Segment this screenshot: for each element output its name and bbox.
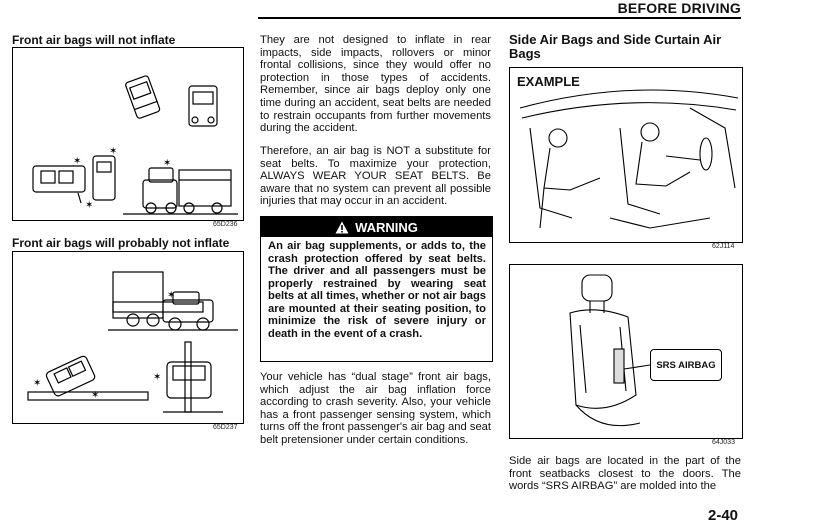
crash-illustration-2 (13, 252, 243, 423)
svg-text:✶: ✶ (85, 200, 94, 211)
page-number: 2-40 (708, 507, 739, 524)
figure-side-airbags-example (509, 67, 743, 243)
paragraph-not-substitute: Therefore, an air bag is NOT a substitute for seat belts. To maximize your protection, ALWAYS WEAR YOUR SEAT BELTS. Be aware that no system can prevent all possible injuries that may occur in an accident. (260, 145, 491, 208)
header-rule (258, 17, 741, 19)
warning-triangle-icon (335, 221, 349, 234)
car-interior-illustration (510, 68, 742, 242)
warning-box (260, 216, 493, 362)
figure-code-3: 62J114 (712, 243, 735, 250)
figure-seat-airbag (509, 264, 743, 439)
svg-text:✶: ✶ (33, 378, 42, 389)
crash-illustration-1 (13, 48, 243, 220)
figure-code-4: 64J033 (712, 439, 735, 446)
svg-text:✶: ✶ (163, 158, 172, 169)
svg-text:✶: ✶ (109, 146, 118, 157)
svg-text:✶: ✶ (167, 290, 176, 301)
figure-caption-probably-not-inflate: Front air bags will probably not inflate (12, 236, 230, 250)
svg-text:✶: ✶ (91, 390, 100, 401)
figure-code-1: 65D236 (213, 221, 238, 228)
figure-probably-not-inflate (12, 251, 244, 424)
svg-text:✶: ✶ (153, 372, 162, 383)
paragraph-not-designed: They are not designed to inflate in rear impacts, side impacts, rollovers or minor frontal collisions, since they would offer no protection in those types of accidents. Remember, since air bags deploy only one time during an accident, seat belts are needed to restrain occupants from further movements during the accident. (260, 34, 491, 135)
section-title: BEFORE DRIVING (617, 0, 741, 16)
example-label: EXAMPLE (517, 74, 580, 89)
warning-text: An air bag supplements, or adds to, the crash protection offered by seat belts. The driver and all passengers must be properly restrained by wearing seat belts at all times, whether or not air bags are mounted at their seating position, to minimize the risk of severe injury or death in the event of a crash. (268, 240, 486, 340)
figure-not-inflate (12, 47, 244, 221)
figure-code-2: 65D237 (213, 424, 238, 431)
side-airbags-heading: Side Air Bags and Side Curtain Air Bags (509, 32, 722, 61)
paragraph-side-airbags: Side air bags are located in the part of the front seatbacks closest to the doors. The words “SRS AIRBAG” are molded into the (509, 455, 741, 493)
svg-text:✶: ✶ (73, 156, 82, 167)
warning-title: WARNING (355, 219, 418, 235)
figure-caption-not-inflate: Front air bags will not inflate (12, 33, 176, 47)
srs-airbag-callout: SRS AIRBAG (650, 349, 722, 381)
paragraph-dual-stage: Your vehicle has “dual stage” front air bags, which adjust the air bag inflation force according to crash severity. Also, your vehicle has a front passenger sensing system, which turns off the front passenger's air bag and seat belt pretensioner under certain conditions. (260, 371, 491, 446)
warning-header (261, 217, 492, 237)
